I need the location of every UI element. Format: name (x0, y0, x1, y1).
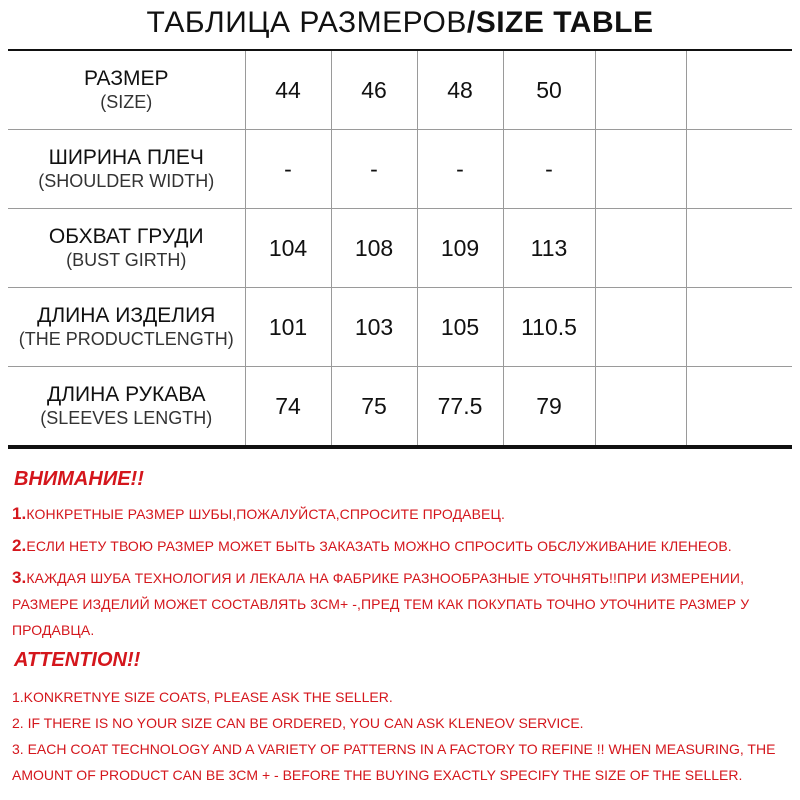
row-label: ОБХВАТ ГРУДИ (48, 225, 204, 248)
row-label-cell (8, 130, 245, 209)
table-cell: 48 (417, 50, 503, 130)
table-cell (595, 130, 686, 209)
table-cell: 113 (503, 209, 595, 288)
table-cell: 101 (245, 288, 331, 367)
row-label-cell (8, 367, 245, 448)
list-item (12, 565, 792, 591)
row-sublabel: (SLEEVES LENGTH) (40, 408, 213, 428)
list-item-continued: РАЗМЕРЕ ИЗДЕЛИЙ МОЖЕТ СОСТАВЛЯТЬ 3СМ+ -,ПРЕД ТЕМ КАК ПОКУПАТЬ ТОЧНО УТОЧНИТЕ РАЗМЕР У (12, 596, 750, 612)
notice-ru-list (12, 501, 792, 643)
table-cell (595, 367, 686, 448)
item-text: ЕСЛИ НЕТУ ТВОЮ РАЗМЕР МОЖЕТ БЫТЬ ЗАКАЗАТЬ МОЖНО СПРОСИТЬ ОБСЛУЖИВАНИЕ КЛЕНЕОВ. (26, 538, 732, 554)
table-cell: 46 (331, 50, 417, 130)
table-cell (595, 209, 686, 288)
item-text: КОНКРЕТНЫЕ РАЗМЕР ШУБЫ,ПОЖАЛУЙСТА,СПРОСИТЕ ПРОДАВЕЦ. (26, 506, 505, 522)
table-row (8, 288, 792, 367)
item-number: 1. (12, 504, 27, 523)
row-label: ШИРИНА ПЛЕЧ (48, 146, 204, 169)
list-item: 1.KONKRETNYE SIZE COATS, PLEASE ASK THE SELLER. (12, 689, 393, 705)
list-item: 3. EACH COAT TECHNOLOGY AND A VARIETY OF PATTERNS IN A FACTORY TO REFINE !! WHEN MEASURING, THE (12, 741, 776, 757)
table-cell: 44 (245, 50, 331, 130)
table-cell: 74 (245, 367, 331, 448)
table-cell: 77.5 (417, 367, 503, 448)
table-row (8, 367, 792, 448)
list-item (12, 501, 792, 527)
table-cell (595, 288, 686, 367)
table-cell: - (331, 130, 417, 209)
notice-en-list (12, 684, 792, 788)
table-cell (595, 50, 686, 130)
notice-ru-heading: ВНИМАНИЕ!! (14, 468, 144, 490)
table-cell: - (417, 130, 503, 209)
row-label: ДЛИНА РУКАВА (46, 383, 206, 406)
list-item: 2. IF THERE IS NO YOUR SIZE CAN BE ORDERED, YOU CAN ASK KLENEOV SERVICE. (12, 715, 584, 731)
item-text: КАЖДАЯ ШУБА ТЕХНОЛОГИЯ И ЛЕКАЛА НА ФАБРИКЕ РАЗНООБРАЗНЫЕ УТОЧНЯТЬ!!ПРИ ИЗМЕРЕНИИ, (26, 570, 745, 586)
table-cell: 105 (417, 288, 503, 367)
table-row (8, 209, 792, 288)
row-label: ДЛИНА ИЗДЕЛИЯ (37, 304, 216, 327)
table-row (8, 130, 792, 209)
title-ru: ТАБЛИЦА РАЗМЕРОВ (146, 6, 467, 39)
table-cell: - (503, 130, 595, 209)
table-row (8, 50, 792, 130)
list-item-continued: ПРОДАВЦА. (12, 622, 95, 638)
table-cell: 75 (331, 367, 417, 448)
item-number: 2. (12, 536, 27, 555)
table-cell: 109 (417, 209, 503, 288)
row-label-cell (8, 288, 245, 367)
item-number: 3. (12, 568, 27, 587)
row-sublabel: (BUST GIRTH) (66, 250, 187, 270)
table-cell (686, 50, 792, 130)
row-sublabel: (SHOULDER WIDTH) (38, 171, 215, 191)
row-label: РАЗМЕР (83, 67, 169, 90)
table-cell: 79 (503, 367, 595, 448)
table-cell: 50 (503, 50, 595, 130)
title-separator: / (466, 6, 476, 39)
table-cell: 108 (331, 209, 417, 288)
size-table (8, 49, 792, 449)
table-cell (686, 130, 792, 209)
notice-en-heading: ATTENTION!! (14, 649, 141, 671)
row-label-cell (8, 50, 245, 130)
notes-section (12, 468, 792, 788)
list-item: AMOUNT OF PRODUCT CAN BE 3CM + - BEFORE THE BUYING EXACTLY SPECIFY THE SIZE OF THE SELLER. (12, 767, 743, 783)
table-cell (686, 288, 792, 367)
title-en: SIZE TABLE (475, 6, 654, 39)
row-sublabel: (SIZE) (100, 92, 153, 112)
list-item (12, 533, 792, 559)
table-cell: 104 (245, 209, 331, 288)
table-cell: 110.5 (503, 288, 595, 367)
table-cell: - (245, 130, 331, 209)
table-cell: 103 (331, 288, 417, 367)
row-sublabel: (THE PRODUCTLENGTH) (18, 329, 234, 349)
table-cell (686, 209, 792, 288)
row-label-cell (8, 209, 245, 288)
table-cell (686, 367, 792, 448)
page-title (0, 6, 800, 40)
